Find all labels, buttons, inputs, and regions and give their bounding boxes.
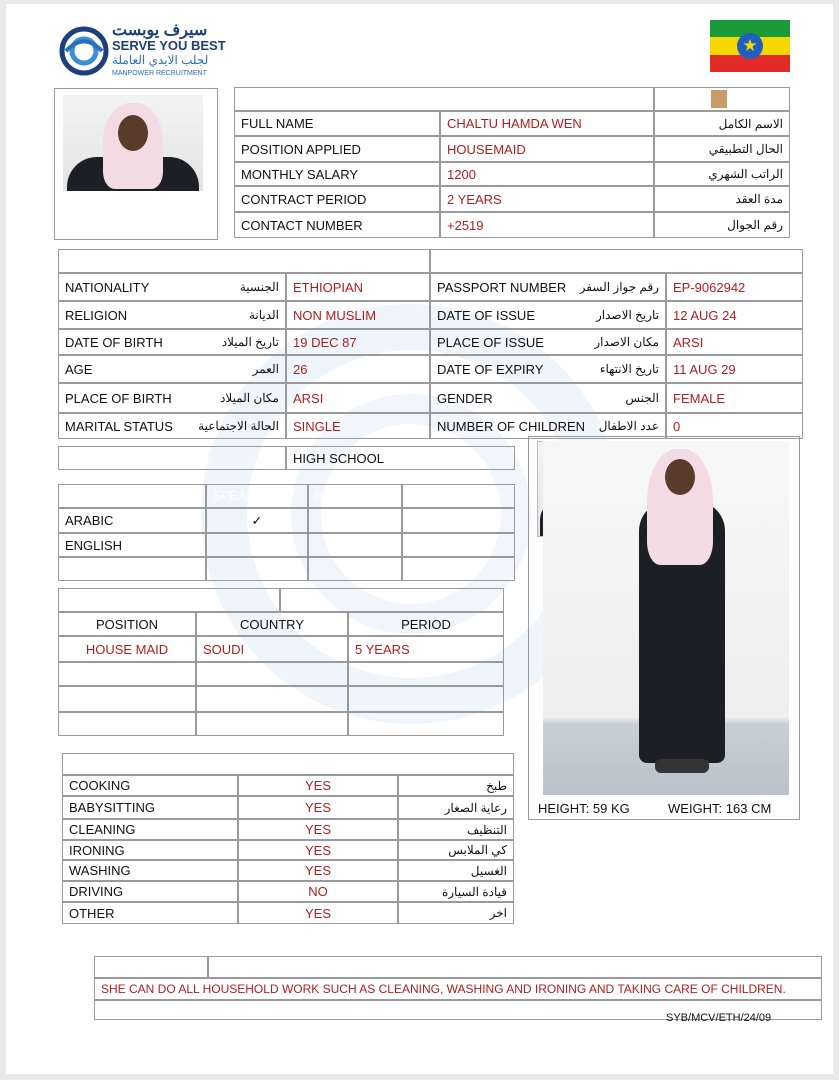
work-period-cell: [348, 712, 504, 736]
other-right-label-ar: مكان الاصدار: [594, 335, 659, 349]
other-right-value: 0: [666, 413, 803, 439]
other-left-value: ETHIOPIAN: [286, 273, 430, 301]
language-write-cell: [402, 557, 515, 581]
other-left-label: [58, 355, 286, 383]
skill-arabic-label: قيادة السيارة: [398, 881, 514, 902]
other-left-label: [58, 329, 286, 355]
work-country-cell: [196, 662, 348, 686]
other-left-label-en: DATE OF BIRTH: [65, 334, 163, 350]
other-details-header-right: [430, 249, 803, 273]
education-label: EDUCATION LEVEL: [58, 446, 286, 470]
other-right-label: [430, 273, 666, 301]
logo-arabic-sub: لجلب الايدي العاملة: [112, 53, 209, 67]
other-left-label-ar: الجنسية: [239, 280, 279, 294]
language-name: ENGLISH: [58, 533, 206, 557]
work-position-cell: HOUSE MAID: [58, 636, 196, 662]
employment-arabic-label: الراتب الشهري: [654, 162, 790, 186]
logo-name: SERVE YOU BEST: [112, 38, 226, 53]
height-value: HEIGHT: 59 KG: [538, 800, 630, 816]
skill-value: YES: [238, 860, 398, 881]
education-value: HIGH SCHOOL: [286, 446, 515, 470]
skill-name: IRONING: [62, 840, 238, 860]
employment-value: +2519: [440, 212, 654, 238]
language-column-header: WRITE: [402, 484, 515, 508]
language-column-header: LANGUAGE LITERACY: [58, 484, 206, 508]
skill-value: YES: [238, 775, 398, 796]
other-left-label-ar: تاريخ الميلاد: [221, 335, 279, 349]
work-country-cell: [196, 686, 348, 712]
other-right-label-ar: رقم جواز السفر: [579, 280, 659, 294]
other-left-label-ar: مكان الميلاد: [220, 391, 279, 405]
logo-sub: MANPOWER RECRUITMENT: [112, 70, 207, 77]
language-write-cell: [402, 533, 515, 557]
work-position-cell: [58, 712, 196, 736]
employment-arabic-label: الحال التطبيقي: [654, 136, 790, 162]
skill-name: OTHER: [62, 902, 238, 924]
employment-arabic-label: رقم الجوال: [654, 212, 790, 238]
full-body-photo-frame: [528, 436, 800, 820]
other-left-label-en: PLACE OF BIRTH: [65, 390, 172, 406]
logo-arabic-name: سيرف يوبست: [112, 22, 208, 39]
other-right-label-ar: تاريخ الاصدار: [595, 308, 659, 322]
other-right-label-ar: تاريخ الانتهاء: [599, 362, 659, 376]
skill-value: YES: [238, 840, 398, 860]
other-right-label: [430, 301, 666, 329]
language-name: [58, 557, 206, 581]
skills-header-label: SKILLS: [69, 757, 112, 771]
other-left-label: [58, 383, 286, 413]
work-country-cell: [196, 712, 348, 736]
ref-label: REF:: [661, 92, 690, 106]
employment-label: FULL NAME: [234, 111, 440, 136]
other-right-label: [430, 355, 666, 383]
company-logo: [58, 20, 258, 82]
ref-redaction: [711, 90, 727, 108]
employment-value: HOUSEMAID: [440, 136, 654, 162]
work-experience-header-right: [280, 588, 504, 612]
ethiopia-flag: [710, 20, 790, 72]
language-name: ARABIC: [58, 508, 206, 533]
work-column-header: COUNTRY: [196, 612, 348, 636]
weight-value: WEIGHT: 163 CM: [668, 800, 772, 816]
employment-arabic-label: مدة العقد: [654, 186, 790, 212]
skill-arabic-label: التنظيف: [398, 819, 514, 840]
skills-header-arabic: المهارات: [463, 757, 507, 771]
other-left-label-en: MARITAL STATUS: [65, 418, 173, 434]
employment-arabic-label: الاسم الكامل: [654, 111, 790, 136]
other-left-value: 19 DEC 87: [286, 329, 430, 355]
employment-label: CONTACT NUMBER: [234, 212, 440, 238]
remarks-text: SHE CAN DO ALL HOUSEHOLD WORK SUCH AS CLEANING, WASHING AND IRONING AND TAKING CARE OF CHILDREN.: [94, 978, 822, 1000]
skills-header: [62, 753, 514, 775]
other-right-value: EP-9062942: [666, 273, 803, 301]
skill-value: YES: [238, 902, 398, 924]
language-read-cell: [308, 508, 402, 533]
other-right-label: [430, 329, 666, 355]
employment-label: POSITION APPLIED: [234, 136, 440, 162]
work-column-header: POSITION: [58, 612, 196, 636]
other-right-value: 11 AUG 29: [666, 355, 803, 383]
flag-star-icon: ★: [737, 33, 763, 59]
other-left-label-ar: الحالة الاجتماعية: [198, 419, 279, 433]
portrait-photo-frame: [54, 88, 218, 240]
other-right-label-en: PLACE OF ISSUE: [437, 334, 544, 350]
skill-name: CLEANING: [62, 819, 238, 840]
other-left-label: [58, 413, 286, 439]
other-right-label-en: DATE OF ISSUE: [437, 307, 535, 323]
employment-value: CHALTU HAMDA WEN: [440, 111, 654, 136]
other-left-label-ar: الديانة: [248, 308, 279, 322]
work-period-cell: [348, 662, 504, 686]
language-speak-cell: ✓: [206, 508, 308, 533]
work-column-header: PERIOD: [348, 612, 504, 636]
other-right-label-en: DATE OF EXPIRY: [437, 361, 544, 377]
ref-header: [654, 87, 790, 111]
other-left-value: 26: [286, 355, 430, 383]
skill-name: COOKING: [62, 775, 238, 796]
employment-header: EMPLOYMENT DETAILS: [234, 87, 654, 111]
other-right-label-en: NUMBER OF CHILDREN: [437, 418, 586, 434]
other-right-label-ar: عدد الاطفال: [598, 419, 659, 433]
other-left-label-en: RELIGION: [65, 307, 128, 323]
footer-code: SYB/MCV/ETH/24/09: [666, 1012, 772, 1024]
other-right-value: ARSI: [666, 329, 803, 355]
other-left-value: ARSI: [286, 383, 430, 413]
skill-arabic-label: طبخ: [398, 775, 514, 796]
other-left-value: SINGLE: [286, 413, 430, 439]
skill-value: NO: [238, 881, 398, 902]
other-right-label-ar: الجنس: [625, 391, 659, 405]
work-position-cell: [58, 686, 196, 712]
other-right-label: [430, 383, 666, 413]
language-speak-cell: [206, 533, 308, 557]
portrait-photo: [63, 95, 203, 191]
skill-name: DRIVING: [62, 881, 238, 902]
other-right-value: FEMALE: [666, 383, 803, 413]
skill-arabic-label: كي الملابس: [398, 840, 514, 860]
employment-label: MONTHLY SALARY: [234, 162, 440, 186]
skill-arabic-label: اخر: [398, 902, 514, 924]
other-left-label: [58, 301, 286, 329]
employment-value: 1200: [440, 162, 654, 186]
other-left-label: [58, 273, 286, 301]
language-column-header: READ: [308, 484, 402, 508]
other-details-header: OTHER DETAILS OF APPLICANT: [58, 249, 430, 273]
language-column-header: SPEAK: [206, 484, 308, 508]
other-right-value: 12 AUG 24: [666, 301, 803, 329]
language-write-cell: [402, 508, 515, 533]
work-experience-header: WORK EXPERIENCE: [58, 588, 280, 612]
other-right-label-en: PASSPORT NUMBER: [437, 279, 567, 295]
work-country-cell: SOUDI: [196, 636, 348, 662]
skill-arabic-label: رعاية الصغار: [398, 796, 514, 819]
work-period-cell: [348, 686, 504, 712]
language-read-cell: [308, 557, 402, 581]
work-period-cell: 5 YEARS: [348, 636, 504, 662]
skill-arabic-label: الغسيل: [398, 860, 514, 881]
work-position-cell: [58, 662, 196, 686]
full-body-photo: [543, 441, 789, 795]
other-left-label-ar: العمر: [252, 362, 279, 376]
other-left-value: NON MUSLIM: [286, 301, 430, 329]
other-right-label-en: GENDER: [437, 390, 493, 406]
remarks-header-spacer: [208, 956, 822, 978]
language-speak-cell: [206, 557, 308, 581]
logo-emblem-icon: [58, 22, 110, 80]
cv-page: [6, 4, 833, 1074]
skill-value: YES: [238, 819, 398, 840]
other-left-label-en: NATIONALITY: [65, 279, 150, 295]
skill-name: WASHING: [62, 860, 238, 881]
skill-name: BABYSITTING: [62, 796, 238, 819]
employment-value: 2 YEARS: [440, 186, 654, 212]
skill-value: YES: [238, 796, 398, 819]
employment-label: CONTRACT PERIOD: [234, 186, 440, 212]
other-left-label-en: AGE: [65, 361, 93, 377]
language-read-cell: [308, 533, 402, 557]
remarks-header: REMARKS: [94, 956, 208, 978]
